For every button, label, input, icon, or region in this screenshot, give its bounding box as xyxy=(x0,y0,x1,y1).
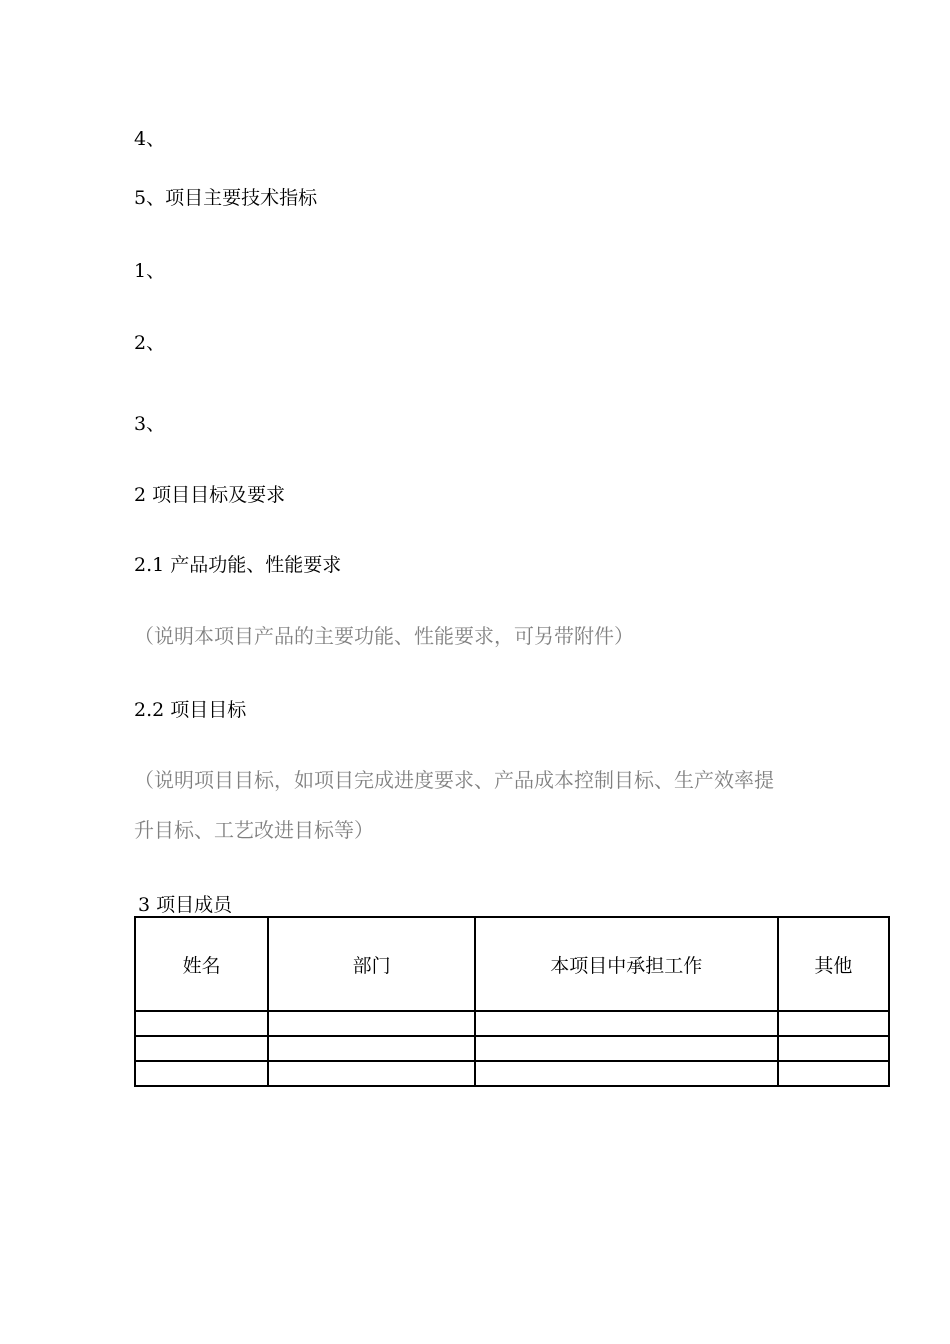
table-row xyxy=(135,1061,889,1086)
table-cell[interactable] xyxy=(475,1061,778,1086)
members-table xyxy=(134,916,890,1087)
header-responsibility: 本项目中承担工作 xyxy=(475,917,778,1011)
table-row xyxy=(135,1036,889,1061)
header-department: 部门 xyxy=(268,917,475,1011)
header-name: 姓名 xyxy=(135,917,268,1011)
table-cell[interactable] xyxy=(135,1011,268,1036)
section-2-2-heading: 2.2 项目目标 xyxy=(134,699,247,721)
table-cell[interactable] xyxy=(475,1011,778,1036)
section-2-2-hint-line-1: （说明项目目标，如项目完成进度要求、产品成本控制目标、生产效率提 xyxy=(134,768,774,792)
tech-item-3: 3、 xyxy=(134,413,166,435)
members-table-title: 3 项目成员 xyxy=(138,894,233,916)
table-row xyxy=(135,1011,889,1036)
tech-indicators-heading: 5、项目主要技术指标 xyxy=(134,187,318,209)
list-item-4: 4、 xyxy=(134,128,166,150)
table-cell[interactable] xyxy=(135,1061,268,1086)
table-cell[interactable] xyxy=(268,1036,475,1061)
table-cell[interactable] xyxy=(268,1011,475,1036)
table-cell[interactable] xyxy=(135,1036,268,1061)
table-cell[interactable] xyxy=(475,1036,778,1061)
table-cell[interactable] xyxy=(778,1011,889,1036)
section-2-heading: 2 项目目标及要求 xyxy=(134,484,286,506)
tech-item-2: 2、 xyxy=(134,332,166,354)
section-2-1-heading: 2.1 产品功能、性能要求 xyxy=(134,554,342,576)
table-cell[interactable] xyxy=(778,1036,889,1061)
table-cell[interactable] xyxy=(778,1061,889,1086)
section-2-1-hint: （说明本项目产品的主要功能、性能要求，可另带附件） xyxy=(134,624,634,648)
members-table-header-row xyxy=(135,917,889,1011)
table-cell[interactable] xyxy=(268,1061,475,1086)
tech-item-1: 1、 xyxy=(134,260,166,282)
section-2-2-hint-line-2: 升目标、工艺改进目标等） xyxy=(134,818,374,842)
header-other: 其他 xyxy=(778,917,889,1011)
